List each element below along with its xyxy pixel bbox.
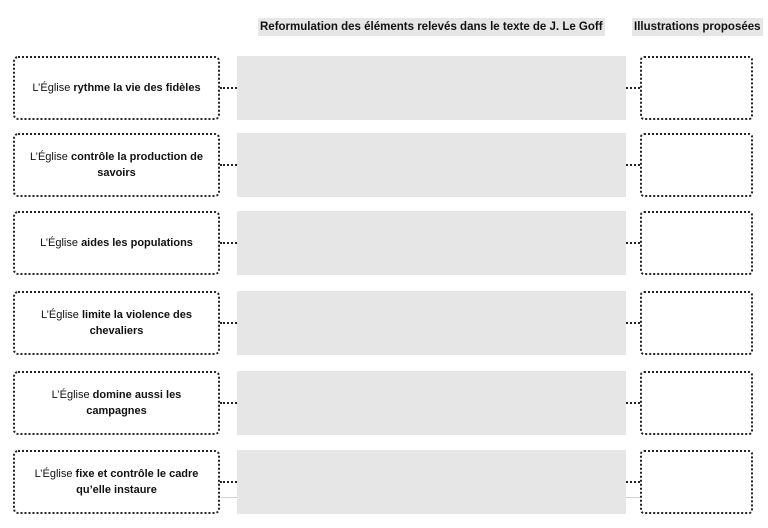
statement-box xyxy=(13,211,220,275)
illustration-box[interactable] xyxy=(640,133,753,197)
connector-left xyxy=(220,402,237,404)
statement-text: fixe et contrôle le cadre qu’elle instaure xyxy=(75,468,199,496)
illustration-box[interactable] xyxy=(640,211,753,275)
statement-prefix: L’Église xyxy=(32,82,71,94)
statement-box xyxy=(13,133,220,197)
table-row xyxy=(0,211,768,277)
reformulation-answer-area[interactable] xyxy=(237,371,626,435)
connector-right xyxy=(626,322,640,324)
statement-box xyxy=(13,450,220,514)
table-row xyxy=(0,291,768,357)
statement-prefix: L’Église xyxy=(30,151,68,163)
connector-right xyxy=(626,87,640,89)
connector-left xyxy=(220,87,237,89)
connector-right xyxy=(626,481,640,483)
illustration-box[interactable] xyxy=(640,450,753,514)
illustration-box[interactable] xyxy=(640,291,753,355)
table-row xyxy=(0,133,768,199)
statement-box xyxy=(13,371,220,435)
divider xyxy=(626,497,640,498)
statement-text: aides les populations xyxy=(81,237,193,249)
connector-right xyxy=(626,242,640,244)
column-header-reformulation: Reformulation des éléments relevés dans le texte de J. Le Goff xyxy=(258,18,605,36)
illustration-box[interactable] xyxy=(640,56,753,120)
statement-prefix: L’Église xyxy=(40,237,78,249)
connector-right xyxy=(626,402,640,404)
reformulation-answer-area[interactable] xyxy=(237,56,626,120)
statement-box xyxy=(13,291,220,355)
statement-box xyxy=(13,56,220,120)
connector-left xyxy=(220,481,237,483)
connector-right xyxy=(626,164,640,166)
connector-left xyxy=(220,242,237,244)
reformulation-answer-area[interactable] xyxy=(237,450,626,514)
reformulation-answer-area[interactable] xyxy=(237,211,626,275)
statement-text: contrôle la production de savoirs xyxy=(70,151,203,179)
connector-left xyxy=(220,164,237,166)
statement-text: limite la violence des chevaliers xyxy=(81,309,193,337)
statement-text: rythme la vie des fidèles xyxy=(73,82,201,94)
statement-text: domine aussi les campagnes xyxy=(86,389,182,417)
statement-prefix: L’Église xyxy=(51,389,90,401)
reformulation-answer-area[interactable] xyxy=(237,291,626,355)
divider xyxy=(221,497,237,498)
table-row xyxy=(0,450,768,516)
table-row xyxy=(0,56,768,122)
column-header-illustrations: Illustrations proposées xyxy=(632,18,763,36)
table-row xyxy=(0,371,768,437)
reformulation-answer-area[interactable] xyxy=(237,133,626,197)
illustration-box[interactable] xyxy=(640,371,753,435)
statement-prefix: L’Église xyxy=(34,468,73,480)
statement-prefix: L’Église xyxy=(40,309,79,321)
connector-left xyxy=(220,322,237,324)
